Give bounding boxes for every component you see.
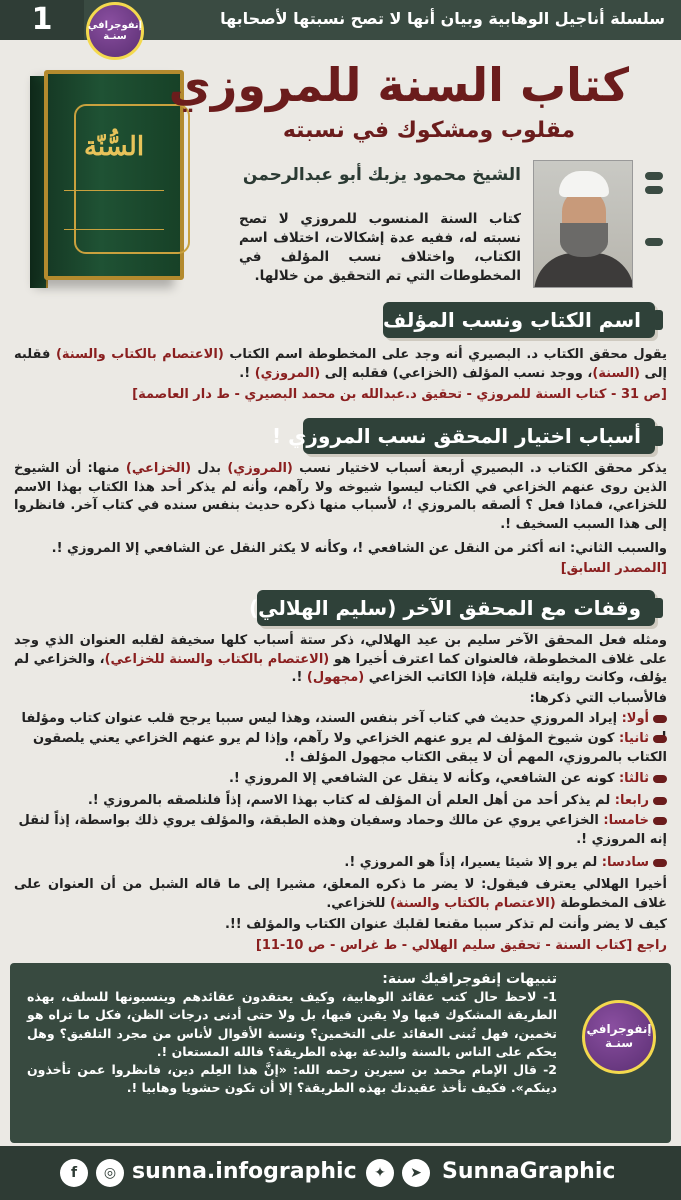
author-photo [533, 160, 633, 288]
page-subtitle: مقلوب ومشكوك في نسبته [282, 118, 576, 143]
section2-body: يذكر محقق الكتاب د. البصيري أربعة أسباب لاختيار نسب (المروزي) بدل (الخزاعي) منها: أن الشيوخ الذين روى عنهم الخزاعي في الكتاب ليسوا شيوخه ولا رآهم، وأنه لم يذكر أحد هذا الكتاب بهذا الاسم للخزاعي، فماذا فعل ؟ ألصقه بالمروزي !، لأسباب منها ذكره حديث بنفس سنده في كتاب آخر. فانظروا إلى هذا السبب السخيف !. [14, 461, 668, 532]
book-cover-title: السُّنّة [83, 132, 145, 162]
notes-text [27, 970, 557, 1097]
decor-dash [645, 186, 663, 194]
list-item: رابعا: لم يذكر أحد من أهل العلم أن المؤلف له كتاب بهذا الاسم، إذاً فلنلصقه بالمروزي !. [14, 792, 667, 811]
cover-ornament-lines [64, 190, 164, 230]
logo-text: سنـة [103, 31, 127, 42]
list-item: ثالثا: كونه عن الشافعي، وكأنه لا ينقل عن الشافعي إلا المروزي !. [14, 770, 667, 789]
section-heading: أسباب اختيار المحقق نسب المروزي ! [303, 418, 655, 454]
decor-dash [645, 172, 663, 180]
logo-text: سنـة [604, 1036, 634, 1050]
section-heading: اسم الكتاب ونسب المؤلف [383, 302, 655, 338]
brand-logo [582, 1000, 656, 1074]
footer [0, 1146, 681, 1200]
book-cover [44, 70, 184, 280]
note-1: 1- لاحظ حال كتب عقائد الوهابية، وكيف يعتقدون عقائدهم وينسبونها للسلف، بهذه الطريقة المشكوك فيها ولا يقين فيها، بل ولا حتى أدنى درجات الظن، فكل ما تراه هو تخمين، فهل تُبنى العقائد على التخمين؟ ونسبة الأقوال لأناس من مجرد التلفيق؟ وهل يحكم على الناس بالسنة والبدعة بهذه الطريقة؟ فالله المستعان !. [27, 989, 557, 1059]
section3-list-intro: فالأسباب التي ذكرها: [529, 691, 667, 706]
instagram-handle[interactable]: sunna.infographic [132, 1159, 357, 1184]
bullet-icon [653, 797, 667, 805]
bullet-icon [653, 859, 667, 867]
section3-body: ومثله فعل المحقق الآخر سليم بن عيد الهلالي، ذكر ستة أسباب كلها سخيفة لقلبه العنوان الذي وجد على غلاف المخطوطة، فالعنوان كما اعترف أخيرا هو (الاعتصام بالكتاب والسنة للخزاعي)، والخزاعي لم يؤلف، وكانت روايته قليلة، فإذا الكاتب الخزاعي (مجهول) !. [14, 633, 667, 685]
notes-heading: تنبيهات إنفوجرافيك سنة: [382, 971, 557, 987]
bullet-icon [653, 817, 667, 825]
logo-text: إنفوجرافي [586, 1022, 652, 1037]
decor-dash [645, 238, 663, 246]
series-title: سلسلة أناجيل الوهابية وبيان أنها لا تصح نسبتها لأصحابها [220, 9, 665, 28]
page-title: كتاب السنة للمروزي [168, 58, 629, 112]
author-name: الشيخ محمود يزبك أبو عبدالرحمن [242, 165, 521, 185]
list-item: أولا: إيراد المروزي حديث في كتاب آخر بنفس السند، وهذا ليس سببا يرجح قلب عنوان كتاب ومؤلفا [14, 710, 667, 747]
intro-text: كتاب السنة المنسوب للمروزي لا تصح نسبته له، ففيه عدة إشكالات، اختلاف اسم الكتاب، واختلاف نسب المؤلف في المخطوطات التي تم التحقيق من خلالها. [239, 211, 521, 284]
list-item: ثانيا: كون شيوخ المؤلف لم يرو عنهم الخزاعي ولا رآهم، وإذا لم يرو عنهم الخزاعي يعني يلصقون الكتاب بالمروزي، المهم أن لا يبقى الكتاب مجهول المؤلف !. [33, 731, 667, 765]
telegram-icon[interactable]: ➤ [402, 1159, 430, 1187]
instagram-icon[interactable]: ◎ [96, 1159, 124, 1187]
bullet-icon [653, 735, 667, 743]
logo-text: إنفوجرافي [87, 19, 143, 31]
section3-body-3: أخيرا الهلالي يعترف فيقول: لا يضر ما ذكره المعلق، مشيرا إلى ما قاله الشبل من أن العنوان على غلاف المخطوطة (الاعتصام بالكتاب والسنة) للخزاعي. [14, 877, 667, 911]
list-item: سادسا: لم يرو إلا شيئا يسيرا، إذاً هو المروزي !. [14, 854, 667, 873]
twitter-handle[interactable]: SunnaGraphic [442, 1159, 616, 1184]
brand-logo [86, 2, 144, 60]
source-reference: [ص 31 - كتاب السنة للمروزي - تحقيق د.عبدالله بن محمد البصيري - ط دار العاصمة] [132, 387, 667, 402]
cover-ornament [74, 104, 190, 254]
facebook-icon[interactable]: f [60, 1159, 88, 1187]
note-2: 2- قال الإمام محمد بن سيرين رحمه الله: «إنَّ هذا العِلم دين، فانظروا عمن تأخذون دينكم». فكيف تأخذ عقيدتك بهذه الطريقة؟ إلا أن تكون حشويا وهابيا !. [27, 1062, 557, 1096]
source-reference: راجع [كتاب السنة - تحقيق سليم الهلالي - ط غراس - ص 10-11] [255, 938, 667, 953]
section3-body-4: كيف لا يضر وأنت لم تذكر سببا مقنعا لقلبك عنوان الكتاب والمؤلف !!. [224, 917, 667, 932]
section2-body-2: والسبب الثاني: انه أكثر من النقل عن الشافعي !، وكأنه لا يكثر النقل عن الشافعي إلا المروزي !. [51, 541, 667, 556]
list-item: خامسا: الخزاعي يروي عن مالك وحماد وسفيان وهذه الطبقة، والمؤلف يروي ذلك بواسطة، إذاً لنقل إنه المروزي !. [18, 813, 667, 847]
bullet-icon [653, 775, 667, 783]
twitter-icon[interactable]: ✦ [366, 1159, 394, 1187]
episode-number: 1 [0, 0, 84, 40]
source-reference: [المصدر السابق] [560, 561, 667, 576]
section-heading: وقفات مع المحقق الآخر (سليم الهلالي) [257, 590, 655, 626]
section1-body: يقول محقق الكتاب د. البصيري أنه وجد على المخطوطة اسم الكتاب (الاعتصام بالكتاب والسنة) فقلبه إلى (السنة)، ووجد نسب المؤلف (الخزاعي) فقلبه إلى (المروزي) !. [14, 347, 667, 381]
bullet-icon [653, 715, 667, 723]
